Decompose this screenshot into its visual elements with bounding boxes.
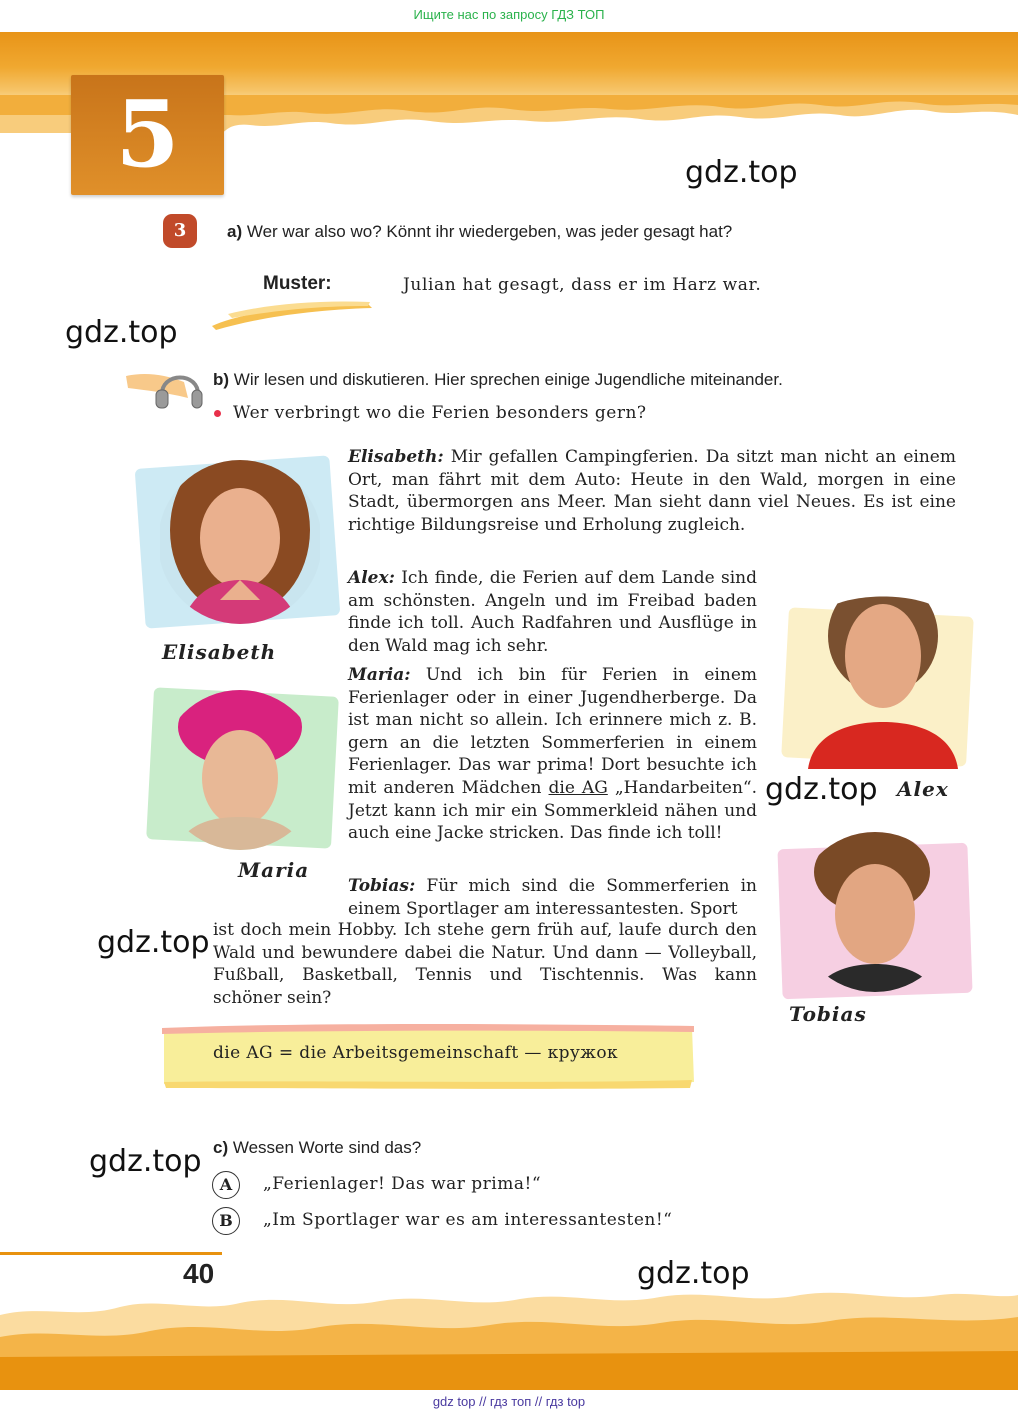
task-c	[213, 1138, 421, 1158]
text-elisabeth-body: Mir gefallen Campingferien. Da sitzt man nicht an einem Ort, man fährt mit dem Auto: Heute in den Wald, morgen in eine Stadt, übermorgen ans Meer. Man sieht dann viel Neues. Es ist eine richtige Bildungsreise und Erholung zugleich.	[348, 447, 956, 535]
speaker-elisabeth: Elisabeth:	[348, 447, 444, 467]
task-c-text: Wessen Worte sind das?	[232, 1138, 422, 1157]
option-a-badge: A	[212, 1171, 240, 1199]
watermark: gdz.top	[65, 315, 178, 350]
photo-tobias	[800, 822, 950, 1000]
watermark: gdz.top	[97, 925, 210, 960]
task-b	[213, 370, 783, 390]
task-c-letter: c)	[213, 1138, 229, 1157]
speaker-maria: Maria:	[348, 665, 411, 685]
text-maria-body-2: „Handarbeiten“. Jetzt kann ich mir ein Sommerkleid nähen und auch eine Jacke stricken. Das finde ich toll!	[348, 777, 758, 844]
watermark: gdz.top	[637, 1256, 750, 1291]
photo-maria	[164, 682, 316, 854]
task-a-letter: a)	[227, 222, 243, 241]
page-number-rule	[0, 1252, 222, 1255]
task-b-question: Wer verbringt wo die Ferien besonders gern?	[233, 403, 647, 423]
text-maria-ag: die AG	[548, 777, 608, 798]
text-maria	[348, 664, 757, 845]
muster-label: Muster:	[263, 273, 332, 294]
search-hint: Ищите нас по запросу ГДЗ ТОП	[413, 7, 605, 22]
task-a	[227, 222, 732, 242]
watermark: gdz.top	[685, 155, 798, 190]
text-tobias-body-1: Für mich sind die Sommerferien in einem Sportlager am interessantesten. Sport	[348, 876, 757, 919]
task-a-text: Wer war also wo? Könnt ihr wiedergeben, was jeder gesagt hat?	[246, 222, 733, 241]
note-text: die AG = die Arbeitsgemeinschaft — кружок	[213, 1043, 618, 1063]
name-maria: Maria	[238, 858, 310, 882]
watermark: gdz.top	[765, 772, 878, 807]
speaker-alex: Alex:	[348, 568, 395, 588]
bottom-banner	[0, 1285, 1018, 1390]
bullet-point	[214, 410, 221, 417]
text-tobias-1	[348, 875, 757, 920]
task-b-letter: b)	[213, 370, 230, 389]
text-tobias-2: ist doch mein Hobby. Ich stehe gern früh auf, laufe durch den Wald und bewundere dabei die Natur. Und dann — Volleyball, Fußball, Basketball, Tennis und Tischtennis. Was kann schöner sein?	[213, 920, 757, 1008]
name-elisabeth: Elisabeth	[162, 640, 277, 664]
exercise-number-badge: 3	[163, 214, 197, 248]
photo-elisabeth	[160, 450, 320, 630]
muster-text: Julian hat gesagt, dass er im Harz war.	[403, 275, 762, 295]
watermark: gdz.top	[89, 1144, 202, 1179]
muster-brush-stroke	[208, 292, 378, 332]
chapter-number: 5	[115, 80, 180, 188]
option-a-text: „Ferienlager! Das war prima!“	[263, 1174, 542, 1194]
task-b-text: Wir lesen und diskutieren. Hier sprechen einige Jugendliche miteinander.	[233, 370, 783, 389]
text-elisabeth	[348, 446, 956, 536]
name-alex: Alex	[897, 777, 949, 801]
speaker-tobias: Tobias:	[348, 876, 416, 896]
name-tobias: Tobias	[789, 1002, 867, 1026]
text-alex	[348, 567, 757, 657]
headphones-icon	[124, 358, 204, 414]
photo-alex	[808, 574, 958, 769]
text-maria-body-1: Und ich bin für Ferien in einem Ferienlager oder in einer Jugendherberge. Da ist man nicht so allein. Ich erinnere mich z. B. gern an die letzten Sommerferien in einem Ferienlager. Das war prima! Dort besuchte ich mit anderen Mädchen	[348, 665, 758, 798]
option-b-badge: B	[212, 1207, 240, 1235]
text-alex-body: Ich finde, die Ferien auf dem Lande sind am schönsten. Angeln und im Freibad baden finde ich toll. Auch Radfahren und Ausflüge in den Wald mag ich sehr.	[348, 568, 757, 656]
option-b-text: „Im Sportlager war es am interessantesten!“	[263, 1210, 673, 1230]
footer-links[interactable]: gdz top // гдз топ // гдз top	[432, 1394, 586, 1409]
page-number: 40	[183, 1258, 215, 1289]
